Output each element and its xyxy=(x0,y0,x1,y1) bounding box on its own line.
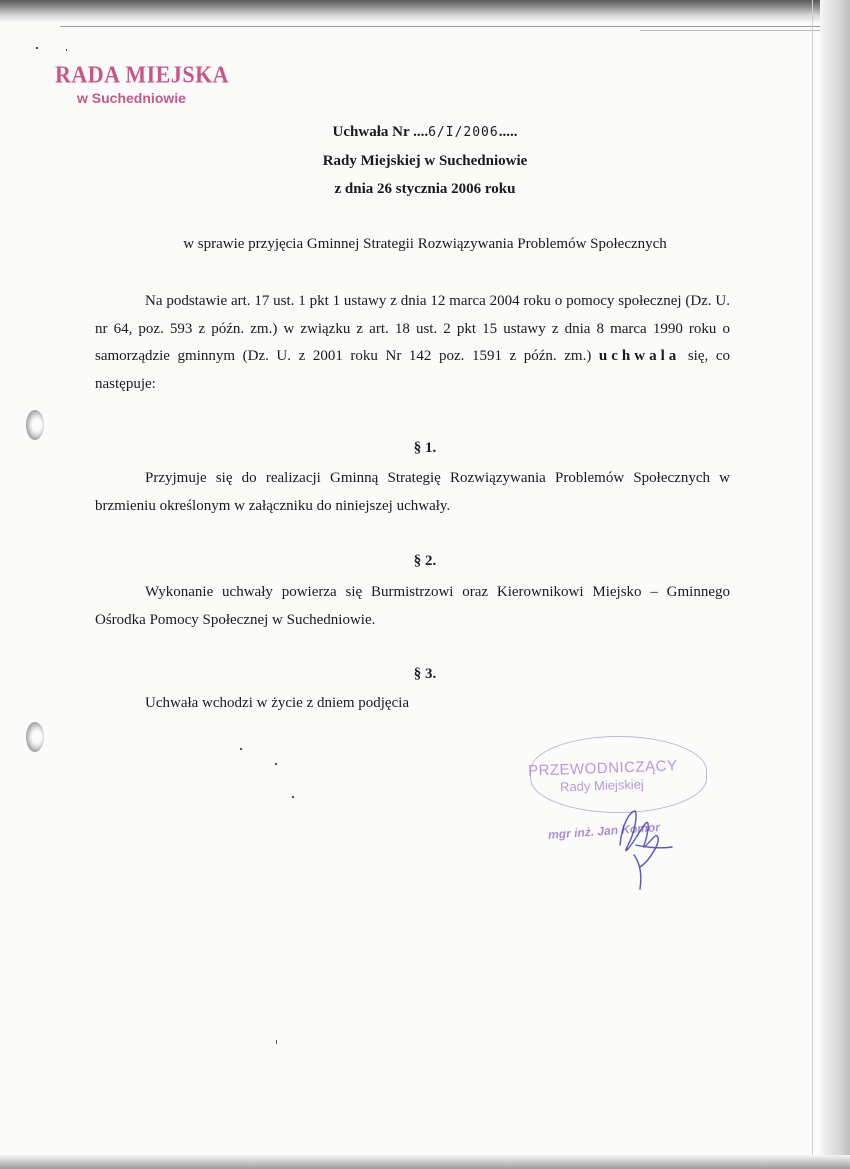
scan-line xyxy=(60,26,820,27)
resolution-number: 6/I/2006 xyxy=(428,125,499,140)
chairman-council: Rady Miejskiej xyxy=(559,776,645,795)
scan-edge-top xyxy=(0,0,850,22)
council-name: Rady Miejskiej w Suchedniowie xyxy=(322,153,528,169)
preamble-text: Na podstawie art. 17 ust. 1 pkt 1 ustawy z dnia 12 marca 2004 roku o pomocy społecznej (Dz. U. nr 64, poz. 593 z późn. zm.) w związku z art. 18 ust. 2 pkt 15 ustawy z dnia 8 marca 1990 roku o samorządzie gminnym (Dz. U. z 2001 roku Nr 142 poz. 1591 z późn. zm.) xyxy=(95,293,730,364)
preamble-text-end: się, co następuje: xyxy=(95,348,730,392)
section-1-title: § 1. xyxy=(413,440,437,456)
resolution-suffix: ..... xyxy=(498,124,518,140)
section-2-title: § 2. xyxy=(413,553,437,569)
council-stamp-town: w Suchedniowie xyxy=(77,90,186,106)
punch-hole xyxy=(26,722,44,752)
resolution-date: z dnia 26 stycznia 2006 roku xyxy=(334,181,516,197)
council-stamp-title: RADA MIEJSKA xyxy=(55,60,230,88)
punch-hole xyxy=(26,410,44,440)
scan-edge-bottom xyxy=(0,1155,850,1169)
signature-icon xyxy=(600,783,690,893)
scan-line xyxy=(640,30,840,31)
resolution-subject: w sprawie przyjęcia Gminnej Strategii Rozwiązywania Problemów Społecznych xyxy=(183,236,667,252)
section-3-title: § 3. xyxy=(413,666,437,682)
scan-speck xyxy=(292,796,294,798)
resolution-header xyxy=(0,118,850,203)
chairman-name: mgr inż. Jan Komor xyxy=(547,820,661,842)
preamble xyxy=(95,288,730,398)
section-2-text: Wykonanie uchwały powierza się Burmistrzowi oraz Kierownikowi Miejsko – Gminnego Ośrodka Pomocy Społecznej w Suchedniowie. xyxy=(95,584,730,628)
section-1-text: Przyjmuje się do realizacji Gminną Strategię Rozwiązywania Problemów Społecznych w brzmieniu określonym w załączniku do niniejszej uchwały. xyxy=(95,470,730,514)
chairman-title: PRZEWODNICZĄCY xyxy=(527,757,678,780)
scan-speck xyxy=(276,1040,277,1044)
scan-speck xyxy=(36,47,38,49)
council-stamp xyxy=(55,62,255,106)
resolution-number-line xyxy=(0,118,850,147)
scan-speck xyxy=(240,748,242,750)
preamble-emphasis: uchwala xyxy=(598,348,681,364)
resolution-prefix: Uchwała Nr .... xyxy=(332,124,429,140)
chairman-stamp xyxy=(520,728,750,898)
section-3-text: Uchwała wchodzi w życie z dniem podjęcia xyxy=(145,695,410,711)
scan-speck xyxy=(66,49,67,51)
scan-speck xyxy=(275,763,277,765)
